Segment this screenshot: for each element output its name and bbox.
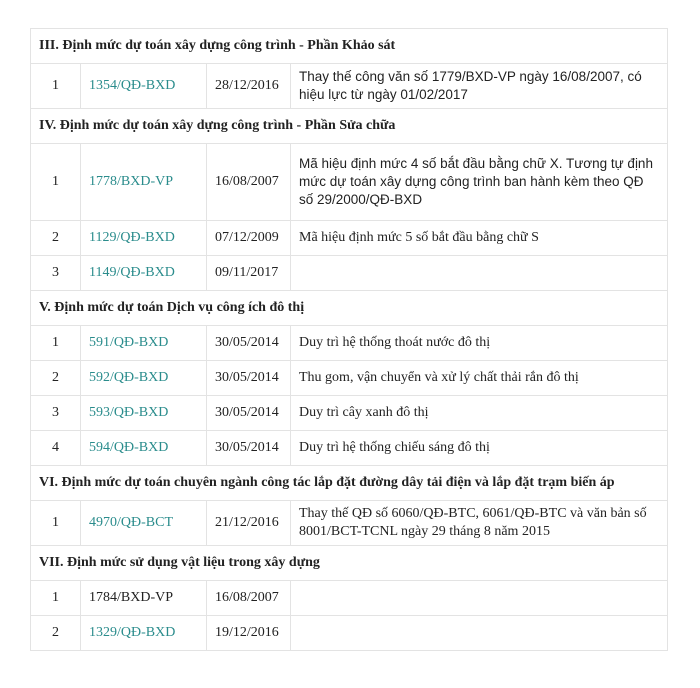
- section-title: III. Định mức dự toán xây dựng công trình - Phần Khảo sát: [31, 29, 668, 64]
- document-code-cell: [81, 64, 207, 109]
- document-code-link[interactable]: 1129/QĐ-BXD: [89, 230, 175, 245]
- section-title: V. Định mức dự toán Dịch vụ công ích đô thị: [31, 291, 668, 326]
- document-code-link[interactable]: 1149/QĐ-BXD: [89, 265, 175, 280]
- document-code-cell: [81, 396, 207, 431]
- table-row: [31, 64, 668, 109]
- note-cell: Mã hiệu định mức 5 số bắt đầu bằng chữ S: [291, 221, 668, 256]
- document-table-container: [30, 28, 668, 651]
- issue-date: 16/08/2007: [207, 581, 291, 616]
- row-number: 1: [31, 326, 81, 361]
- row-number: 1: [31, 581, 81, 616]
- document-code-link[interactable]: 594/QĐ-BXD: [89, 440, 169, 455]
- row-number: 1: [31, 144, 81, 221]
- table-row: [31, 361, 668, 396]
- document-code-link[interactable]: 591/QĐ-BXD: [89, 335, 169, 350]
- row-number: 1: [31, 64, 81, 109]
- table-row: [31, 396, 668, 431]
- row-number: 2: [31, 361, 81, 396]
- issue-date: 30/05/2014: [207, 361, 291, 396]
- section-header-row: [31, 109, 668, 144]
- row-number: 3: [31, 396, 81, 431]
- issue-date: 30/05/2014: [207, 326, 291, 361]
- document-code-cell: [81, 431, 207, 466]
- issue-date: 16/08/2007: [207, 144, 291, 221]
- note-cell: Thay thế QĐ số 6060/QĐ-BTC, 6061/QĐ-BTC và văn bản số 8001/BCT-TCNL ngày 29 tháng 8 năm 2015: [291, 501, 668, 546]
- issue-date: 28/12/2016: [207, 64, 291, 109]
- document-code-cell: [81, 616, 207, 651]
- section-title: IV. Định mức dự toán xây dựng công trình - Phần Sửa chữa: [31, 109, 668, 144]
- row-number: 3: [31, 256, 81, 291]
- document-code-cell: [81, 361, 207, 396]
- section-header-row: [31, 546, 668, 581]
- table-row: [31, 144, 668, 221]
- note-cell: [291, 256, 668, 291]
- table-row: [31, 581, 668, 616]
- note-cell: Thu gom, vận chuyển và xử lý chất thải rắn đô thị: [291, 361, 668, 396]
- issue-date: 07/12/2009: [207, 221, 291, 256]
- document-code-cell: [81, 221, 207, 256]
- row-number: 1: [31, 501, 81, 546]
- document-code-link[interactable]: 593/QĐ-BXD: [89, 405, 169, 420]
- note-cell: [291, 616, 668, 651]
- row-number: 4: [31, 431, 81, 466]
- document-code-link[interactable]: 4970/QĐ-BCT: [89, 515, 173, 530]
- document-code-cell: [81, 256, 207, 291]
- section-title: VII. Định mức sử dụng vật liệu trong xây dựng: [31, 546, 668, 581]
- issue-date: 21/12/2016: [207, 501, 291, 546]
- note-cell: Duy trì hệ thống thoát nước đô thị: [291, 326, 668, 361]
- document-code-cell: [81, 501, 207, 546]
- table-row: [31, 221, 668, 256]
- document-code-link[interactable]: 1354/QĐ-BXD: [89, 78, 176, 93]
- row-number: 2: [31, 616, 81, 651]
- regulation-table: [30, 28, 668, 651]
- issue-date: 30/05/2014: [207, 431, 291, 466]
- table-row: [31, 326, 668, 361]
- document-code-text: 1784/BXD-VP: [89, 590, 174, 605]
- section-header-row: [31, 291, 668, 326]
- document-code-cell: [81, 581, 207, 616]
- note-cell: Duy trì hệ thống chiếu sáng đô thị: [291, 431, 668, 466]
- table-row: [31, 256, 668, 291]
- note-cell: Mã hiệu định mức 4 số bắt đầu bằng chữ X. Tương tự định mức dự toán xây dựng công trình ban hành kèm theo QĐ số 29/2000/QĐ-BXD: [291, 144, 668, 221]
- table-row: [31, 431, 668, 466]
- table-row: [31, 501, 668, 546]
- issue-date: 30/05/2014: [207, 396, 291, 431]
- note-cell: Thay thế công văn số 1779/BXD-VP ngày 16/08/2007, có hiệu lực từ ngày 01/02/2017: [291, 64, 668, 109]
- issue-date: 19/12/2016: [207, 616, 291, 651]
- document-code-cell: [81, 144, 207, 221]
- document-code-cell: [81, 326, 207, 361]
- section-header-row: [31, 29, 668, 64]
- section-header-row: [31, 466, 668, 501]
- document-code-link[interactable]: 1329/QĐ-BXD: [89, 625, 176, 640]
- issue-date: 09/11/2017: [207, 256, 291, 291]
- document-code-link[interactable]: 1778/BXD-VP: [89, 174, 174, 189]
- document-code-link[interactable]: 592/QĐ-BXD: [89, 370, 169, 385]
- row-number: 2: [31, 221, 81, 256]
- table-row: [31, 616, 668, 651]
- note-cell: [291, 581, 668, 616]
- section-title: VI. Định mức dự toán chuyên ngành công tác lắp đặt đường dây tải điện và lắp đặt trạm biến áp: [31, 466, 668, 501]
- note-cell: Duy trì cây xanh đô thị: [291, 396, 668, 431]
